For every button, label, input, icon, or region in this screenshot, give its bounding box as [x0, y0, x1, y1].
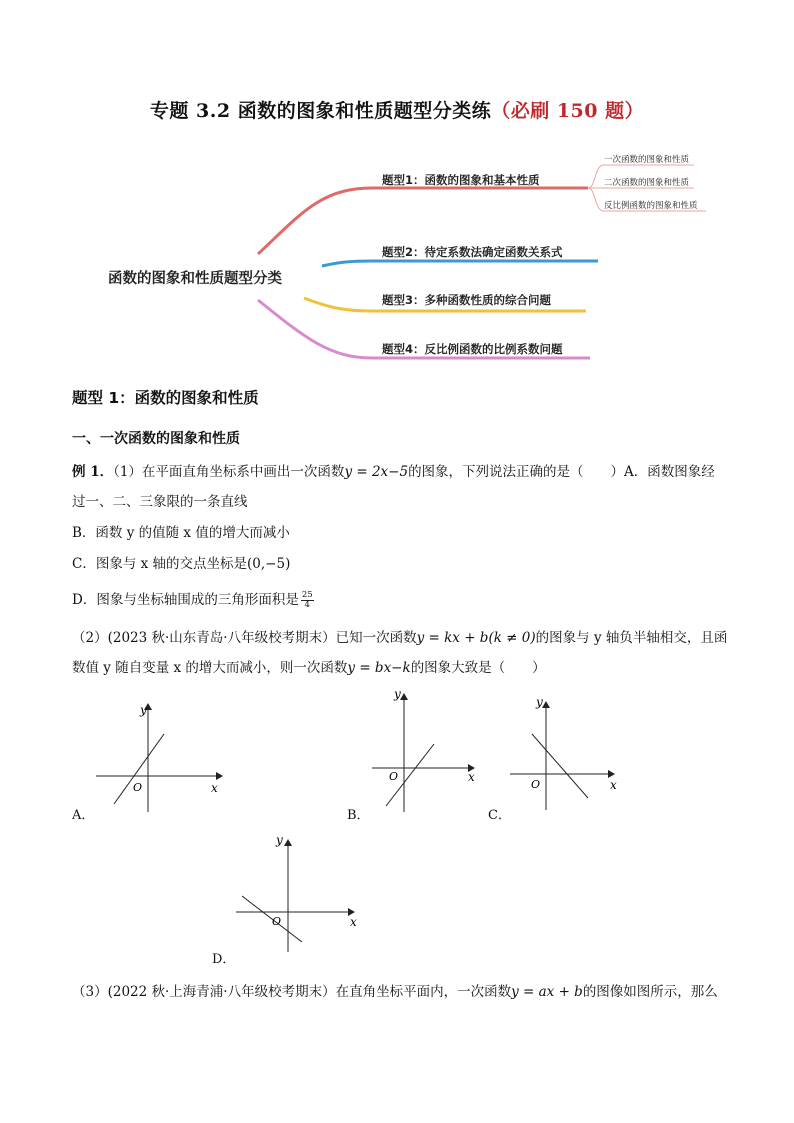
x-label: x: [610, 778, 617, 792]
graph-c-label: C．: [488, 808, 511, 823]
mindmap-leaf-3: 反比例函数的图象和性质: [604, 201, 698, 211]
y-label: y: [394, 687, 401, 701]
mindmap-branch-3: 题型3：多种函数性质的综合问题: [382, 293, 551, 307]
graph-d: [232, 832, 372, 958]
title-accent: （必刷 150 题）: [491, 100, 645, 122]
origin-label: O: [272, 915, 282, 928]
origin-label: O: [133, 781, 143, 794]
graph-d-label: D．: [212, 952, 236, 967]
fraction-denominator: 4: [304, 600, 310, 610]
mindmap-branch-2: 题型2：待定系数法确定函数关系式: [382, 245, 563, 259]
y-label: y: [276, 833, 283, 847]
y-arrow: [284, 839, 292, 846]
function-line: [532, 734, 588, 798]
part3-line: [72, 980, 718, 1000]
option-c: C．图象与 x 轴的交点坐标是(0,−5): [72, 556, 291, 572]
p1-text-after: 的图象，下列说法正确的是（ ）A．函数图象经: [408, 464, 715, 480]
part2-line2: [72, 656, 546, 676]
x-arrow: [608, 770, 615, 778]
x-label: x: [350, 915, 357, 929]
example1-line2: 过一、二、三象限的一条直线: [72, 494, 248, 510]
y-label: y: [536, 695, 543, 709]
origin-label: O: [531, 778, 541, 791]
p1-formula: y = 2x−5: [344, 464, 409, 480]
fraction: [301, 591, 314, 610]
p2-line1-before: （2）(2023 秋·山东青岛·八年级校考期末）已知一次函数: [72, 630, 417, 646]
graph-b-label: B．: [347, 808, 370, 823]
sub-heading: 一、一次函数的图象和性质: [72, 431, 240, 447]
example1-line1: [72, 460, 715, 480]
x-arrow: [216, 772, 223, 780]
mindmap-leaf-2: 二次函数的图象和性质: [604, 178, 690, 188]
mindmap-leaf-1: 一次函数的图象和性质: [604, 155, 690, 165]
title-main: 专题 3.2 函数的图象和性质题型分类练: [149, 100, 492, 122]
mindmap-branch-1: 题型1：函数的图象和基本性质: [382, 173, 540, 187]
p3-formula: y = ax + b: [511, 984, 583, 1000]
p1-text-before: （1）在平面直角坐标系中画出一次函数: [113, 464, 345, 480]
p3-text-after: 的图像如图所示，那么: [582, 984, 718, 1000]
graph-a-label: A．: [72, 808, 95, 823]
y-label: y: [140, 703, 147, 717]
section-heading: 题型 1：函数的图象和性质: [72, 389, 259, 407]
x-label: x: [211, 781, 218, 795]
option-d-text: D．图象与坐标轴围成的三角形面积是: [72, 592, 299, 608]
mindmap-connector-2: [322, 261, 598, 266]
mindmap-root: 函数的图象和性质题型分类: [108, 271, 282, 287]
part2-line1: [72, 626, 727, 646]
x-label: x: [468, 770, 475, 784]
option-d: [72, 588, 314, 610]
p2-line2-before: 数值 y 随自变量 x 的增大而减小，则一次函数: [72, 660, 348, 676]
p2-line2-after: 的图象大致是（ ）: [410, 660, 546, 676]
origin-label: O: [389, 770, 399, 783]
p2-line2-formula: y = bx−k: [347, 660, 411, 676]
p2-line1-formula: y = kx + b(k ≠ 0): [416, 630, 536, 646]
graph-b: [366, 686, 486, 816]
example-label: 例 1．: [72, 464, 114, 480]
fraction-numerator: 25: [301, 590, 313, 600]
option-b: B．函数 y 的值随 x 值的增大而减小: [72, 525, 290, 541]
y-arrow: [400, 693, 408, 700]
p2-line1-after: 的图象与 y 轴负半轴相交，且函: [535, 630, 728, 646]
mind-map: [0, 0, 794, 380]
graph-a: [92, 700, 232, 818]
y-arrow: [542, 701, 550, 708]
graph-c: [506, 694, 626, 816]
mindmap-branch-4: 题型4：反比例函数的比例系数问题: [382, 342, 563, 356]
p3-text-before: （3）(2022 秋·上海青浦·八年级校考期末）在直角坐标平面内，一次函数: [72, 984, 512, 1000]
